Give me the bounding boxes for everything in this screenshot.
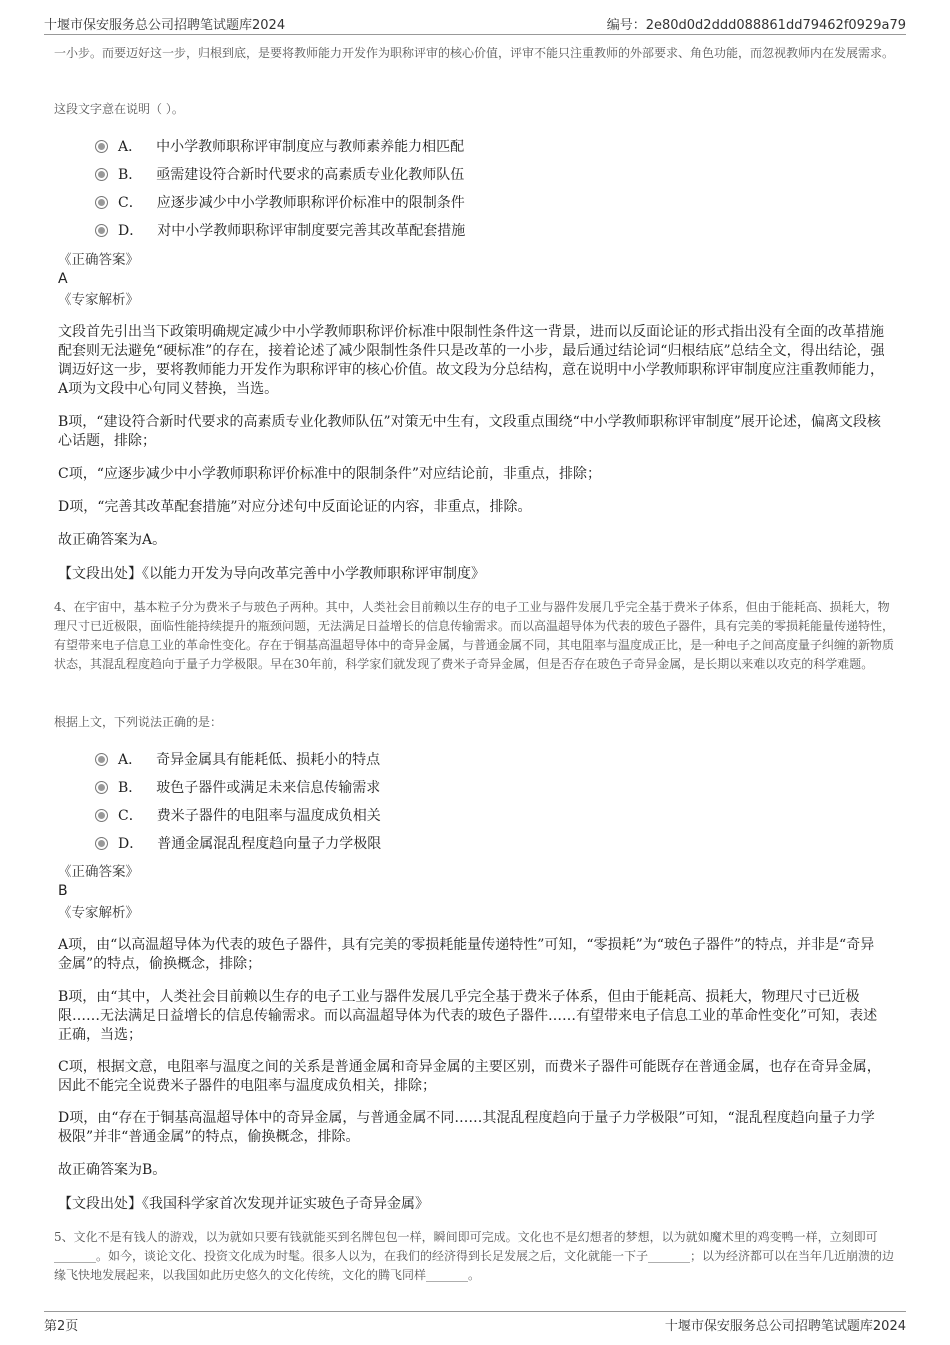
q3-conclusion: 故正确答案为A。 [58,532,167,548]
q4-prompt: 根据上文，下列说法正确的是： [54,715,223,729]
radio-icon[interactable] [95,809,108,822]
page-number: 第2页 [44,1319,79,1334]
page-header [44,14,906,35]
q4-option-c[interactable]: C． 费米子器件的电阻率与温度成负相关 [95,802,895,830]
q4-option-a[interactable]: A． 奇异金属具有能耗低、损耗小的特点 [95,746,895,774]
q3-answer-label: 《正确答案》 [58,252,139,268]
q4-options [95,746,895,858]
q3-prompt: 这段文字意在说明（ ）。 [54,102,184,116]
q4-passage: 4、在宇宙中，基本粒子分为费米子与玻色子两种。其中，人类社会目前赖以生存的电子工业与器件发展几乎完全基于费米子体系，但由于能耗高、损耗大，物理尺寸已近极限，面临性能持续提升的瓶颈问题，无法满足日益增长的信息传输需求。而以高温超导体为代表的玻色子器件，具有完美的零损耗能量传递特性，有望带来电子信息工业的革命性变化。存在于铜基高温超导体中的奇异金属，与普通金属不同，其电阻率与温度成正比，是一种电子之间高度量子纠缠的新物质状态，其混乱程度趋向于量子力学极限。早在30年前，科学家们就发现了费米子奇异金属，但是否存在玻色子奇异金属，是长期以来难以攻克的科学难题。 [54,600,895,671]
q4-source: 【文段出处】《我国科学家首次发现并证实玻色子奇异金属》 [58,1196,429,1212]
q4-analysis-a: A项，由“以高温超导体为代表的玻色子器件，具有完美的零损耗能量传递特性”可知，“零损耗”为“玻色子器件”的特点，并非是“奇异金属”的特点，偷换概念，排除； [58,937,875,972]
radio-icon[interactable] [95,140,108,153]
q3-passage-tail: 一小步。而要迈好这一步，归根到底，是要将教师能力开发作为职称评审的核心价值，评审不能只注重教师的外部要求、角色功能，而忽视教师内在发展需求。 [54,46,895,60]
q4-analysis-d: D项，由“存在于铜基高温超导体中的奇异金属，与普通金属不同……其混乱程度趋向于量子力学极限”可知，“混乱程度趋向量子力学极限”并非“普通金属”的特点，偷换概念，排除。 [58,1110,875,1145]
q3-option-d[interactable]: D． 对中小学教师职称评审制度要完善其改革配套措施 [95,217,895,245]
q3-source: 【文段出处】《以能力开发为导向改革完善中小学教师职称评审制度》 [58,566,485,582]
q3-options [95,133,895,245]
radio-icon[interactable] [95,168,108,181]
footer-title: 十堰市保安服务总公司招聘笔试题库2024 [664,1319,906,1334]
q4-answer-label: 《正确答案》 [58,864,139,880]
q3-analysis-b: B项，“建设符合新时代要求的高素质专业化教师队伍”对策无中生有，文段重点围绕“中小学教师职称评审制度”展开论述，偏离文段核心话题，排除； [58,414,881,449]
q3-analysis-d: D项，“完善其改革配套措施”对应分述句中反面论证的内容，非重点，排除。 [58,499,532,515]
radio-icon[interactable] [95,781,108,794]
q3-option-b[interactable]: B． 亟需建设符合新时代要求的高素质专业化教师队伍 [95,161,895,189]
q3-option-a[interactable]: A． 中小学教师职称评审制度应与教师素养能力相匹配 [95,133,895,161]
radio-icon[interactable] [95,753,108,766]
q4-conclusion: 故正确答案为B。 [58,1162,167,1178]
q4-option-b[interactable]: B． 玻色子器件或满足未来信息传输需求 [95,774,895,802]
q3-analysis-label: 《专家解析》 [58,292,139,308]
q5-passage: 5、文化不是有钱人的游戏，以为就如只要有钱就能买到名牌包包一样，瞬间即可完成。文化也不是幻想者的梦想，以为就如魔术里的鸡变鸭一样，立刻即可_______。如今，谈论文化、投资文化成为时髦。很多人以为，在我们的经济得到长足发展之后，文化就能一下子_______；以为经济都可以在当年几近崩溃的边缘飞快地发展起来，以我国如此历史悠久的文化传统，文化的腾飞同样_______。 [54,1230,895,1282]
q4-analysis-label: 《专家解析》 [58,905,139,921]
q4-analysis-b: B项，由“其中，人类社会目前赖以生存的电子工业与器件发展几乎完全基于费米子体系，但由于能耗高、损耗大，物理尺寸已近极限……无法满足日益增长的信息传输需求。而以高温超导体为代表的玻色子器件……有望带来电子信息工业的革命性变化”可知，表述正确，当选； [58,989,878,1043]
header-serial: 编号：2e80d0d2ddd088861dd79462f0929a79 [606,18,906,33]
q3-answer: A [58,271,68,287]
q3-analysis-c: C项，“应逐步减少中小学教师职称评价标准中的限制条件”对应结论前，非重点，排除； [58,466,602,482]
radio-icon[interactable] [95,224,108,237]
page-footer [44,1311,906,1335]
q4-answer: B [58,883,68,899]
radio-icon[interactable] [95,837,108,850]
q4-option-d[interactable]: D． 普通金属混乱程度趋向量子力学极限 [95,830,895,858]
radio-icon[interactable] [95,196,108,209]
header-title: 十堰市保安服务总公司招聘笔试题库2024 [44,18,286,33]
q3-option-c[interactable]: C． 应逐步减少中小学教师职称评价标准中的限制条件 [95,189,895,217]
q4-analysis-c: C项，根据文意，电阻率与温度之间的关系是普通金属和奇异金属的主要区别，而费米子器件可能既存在普通金属，也存在奇异金属，因此不能完全说费米子器件的电阻率与温度成负相关，排除； [58,1059,881,1094]
q3-analysis-main: 文段首先引出当下政策明确规定减少中小学教师职称评价标准中限制性条件这一背景，进而以反面论证的形式指出没有全面的改革措施配套则无法避免“硬标准”的存在，接着论述了减少限制性条件只是改革的一小步，最后通过结论词“归根结底”总结全文，得出结论，强调迈好这一步，要将教师能力开发作为职称评审的核心价值。故文段为分总结构，意在说明中小学教师职称评审制度应注重教师能力，A项为文段中心句同义替换，当选。 [58,324,885,397]
